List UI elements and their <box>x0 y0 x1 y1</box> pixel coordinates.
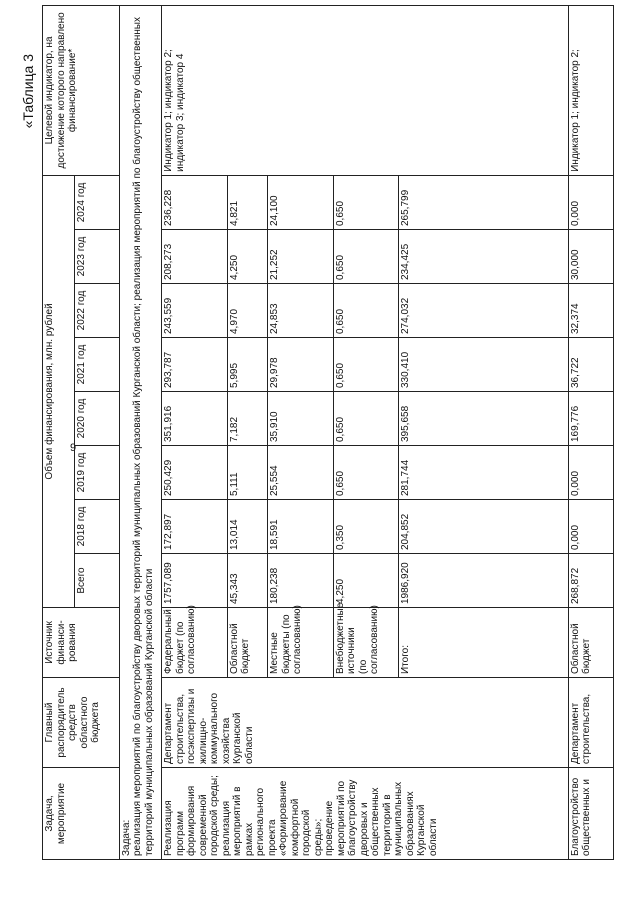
source-cell: Внебюджетные источники (по согласованию) <box>333 608 399 678</box>
value-cell: 0,350 <box>333 500 399 554</box>
financing-table <box>42 5 614 860</box>
value-cell: 243,559 <box>162 284 228 338</box>
measure1-name: Реализация программ формирования современной городской среды; реализация мероприятий в рамках регионального проекта «Формирование комфортной городской среды»; проведение мероприятий по благоустройству дворовых и общественных территорий в муниципальных образованиях Курганской области <box>162 768 569 860</box>
value-cell: 0,650 <box>333 175 399 229</box>
header-year: 2019 год <box>74 446 119 500</box>
page-number: 9 <box>70 442 77 454</box>
task-row <box>119 5 161 859</box>
value-cell: 4,250 <box>227 230 268 284</box>
value-cell: 169,776 <box>568 392 613 446</box>
header-indicator: Целевой индикатор, на достижение которого направлено финансирование* <box>43 5 120 175</box>
value-cell: 395,658 <box>399 392 568 446</box>
value-cell: 330,410 <box>399 338 568 392</box>
value-cell: 24,853 <box>268 284 334 338</box>
task-text: реализация мероприятий по благоустройству дворовых территорий муниципальных образований Курганской области; реализация мероприятий по благоустройству общественных территорий муниципальных образований Курганской области <box>132 17 155 856</box>
value-cell: 1757,089 <box>162 554 228 608</box>
value-cell: 29,978 <box>268 338 334 392</box>
source-cell: Местные бюджеты (по согласованию) <box>268 608 334 678</box>
task-label: Задача: <box>120 819 132 856</box>
measure1-distributor: Департамент строительства, госэкспертизы и жилищно-коммунального хозяйства Курганской области <box>162 678 569 768</box>
value-cell: 36,722 <box>568 338 613 392</box>
header-financing: Объем финансирования, млн. рублей <box>43 175 75 607</box>
value-cell: 45,343 <box>227 554 268 608</box>
measure2-name: Благоустройство общественных и <box>568 768 613 860</box>
source-cell: Итого: <box>399 608 568 678</box>
header-source: Источник финанси-рования <box>43 608 120 678</box>
value-cell: 0,650 <box>333 230 399 284</box>
measure2-distributor: Департамент строительства, <box>568 678 613 768</box>
value-cell: 5,111 <box>227 446 268 500</box>
value-cell: 172,897 <box>162 500 228 554</box>
header-task: Задача, мероприятие <box>43 768 120 860</box>
value-cell: 5,995 <box>227 338 268 392</box>
value-cell: 293,787 <box>162 338 228 392</box>
header-total: Всего <box>74 554 119 608</box>
value-cell: 24,100 <box>268 175 334 229</box>
value-cell: 13,014 <box>227 500 268 554</box>
header-year: 2020 год <box>74 392 119 446</box>
value-cell: 281,744 <box>399 446 568 500</box>
header-distributor: Главный распорядитель средств областного бюджета <box>43 678 120 768</box>
value-cell: 0,650 <box>333 338 399 392</box>
value-cell: 208,273 <box>162 230 228 284</box>
measure2-indicator: Индикатор 1; индикатор 2; <box>568 5 613 175</box>
value-cell: 4,250 <box>333 554 399 608</box>
value-cell: 351,916 <box>162 392 228 446</box>
header-year: 2023 год <box>74 230 119 284</box>
value-cell: 0,000 <box>568 500 613 554</box>
value-cell: 0,000 <box>568 446 613 500</box>
value-cell: 32,374 <box>568 284 613 338</box>
rotated-page <box>20 12 620 860</box>
value-cell: 180,238 <box>268 554 334 608</box>
header-year: 2021 год <box>74 338 119 392</box>
value-cell: 250,429 <box>162 446 228 500</box>
source-cell: Областной бюджет <box>227 608 268 678</box>
value-cell: 25,554 <box>268 446 334 500</box>
source-cell: Федеральный бюджет (по согласованию) <box>162 608 228 678</box>
value-cell: 265,799 <box>399 175 568 229</box>
value-cell: 268,872 <box>568 554 613 608</box>
value-cell: 274,032 <box>399 284 568 338</box>
value-cell: 0,650 <box>333 392 399 446</box>
header-year: 2018 год <box>74 500 119 554</box>
header-year: 2022 год <box>74 284 119 338</box>
value-cell: 1986,920 <box>399 554 568 608</box>
value-cell: 4,821 <box>227 175 268 229</box>
source-cell: Областной бюджет <box>568 608 613 678</box>
value-cell: 7,182 <box>227 392 268 446</box>
value-cell: 18,591 <box>268 500 334 554</box>
table-title: «Таблица 3 <box>20 54 36 129</box>
value-cell: 234,425 <box>399 230 568 284</box>
value-cell: 30,000 <box>568 230 613 284</box>
value-cell: 0,650 <box>333 446 399 500</box>
header-year: 2024 год <box>74 175 119 229</box>
value-cell: 4,970 <box>227 284 268 338</box>
value-cell: 21,252 <box>268 230 334 284</box>
measure1-indicator: Индикатор 1; индикатор 2; индикатор 3; индикатор 4 <box>162 5 569 175</box>
value-cell: 204,852 <box>399 500 568 554</box>
value-cell: 236,228 <box>162 175 228 229</box>
value-cell: 0,650 <box>333 284 399 338</box>
value-cell: 35,910 <box>268 392 334 446</box>
value-cell: 0,000 <box>568 175 613 229</box>
